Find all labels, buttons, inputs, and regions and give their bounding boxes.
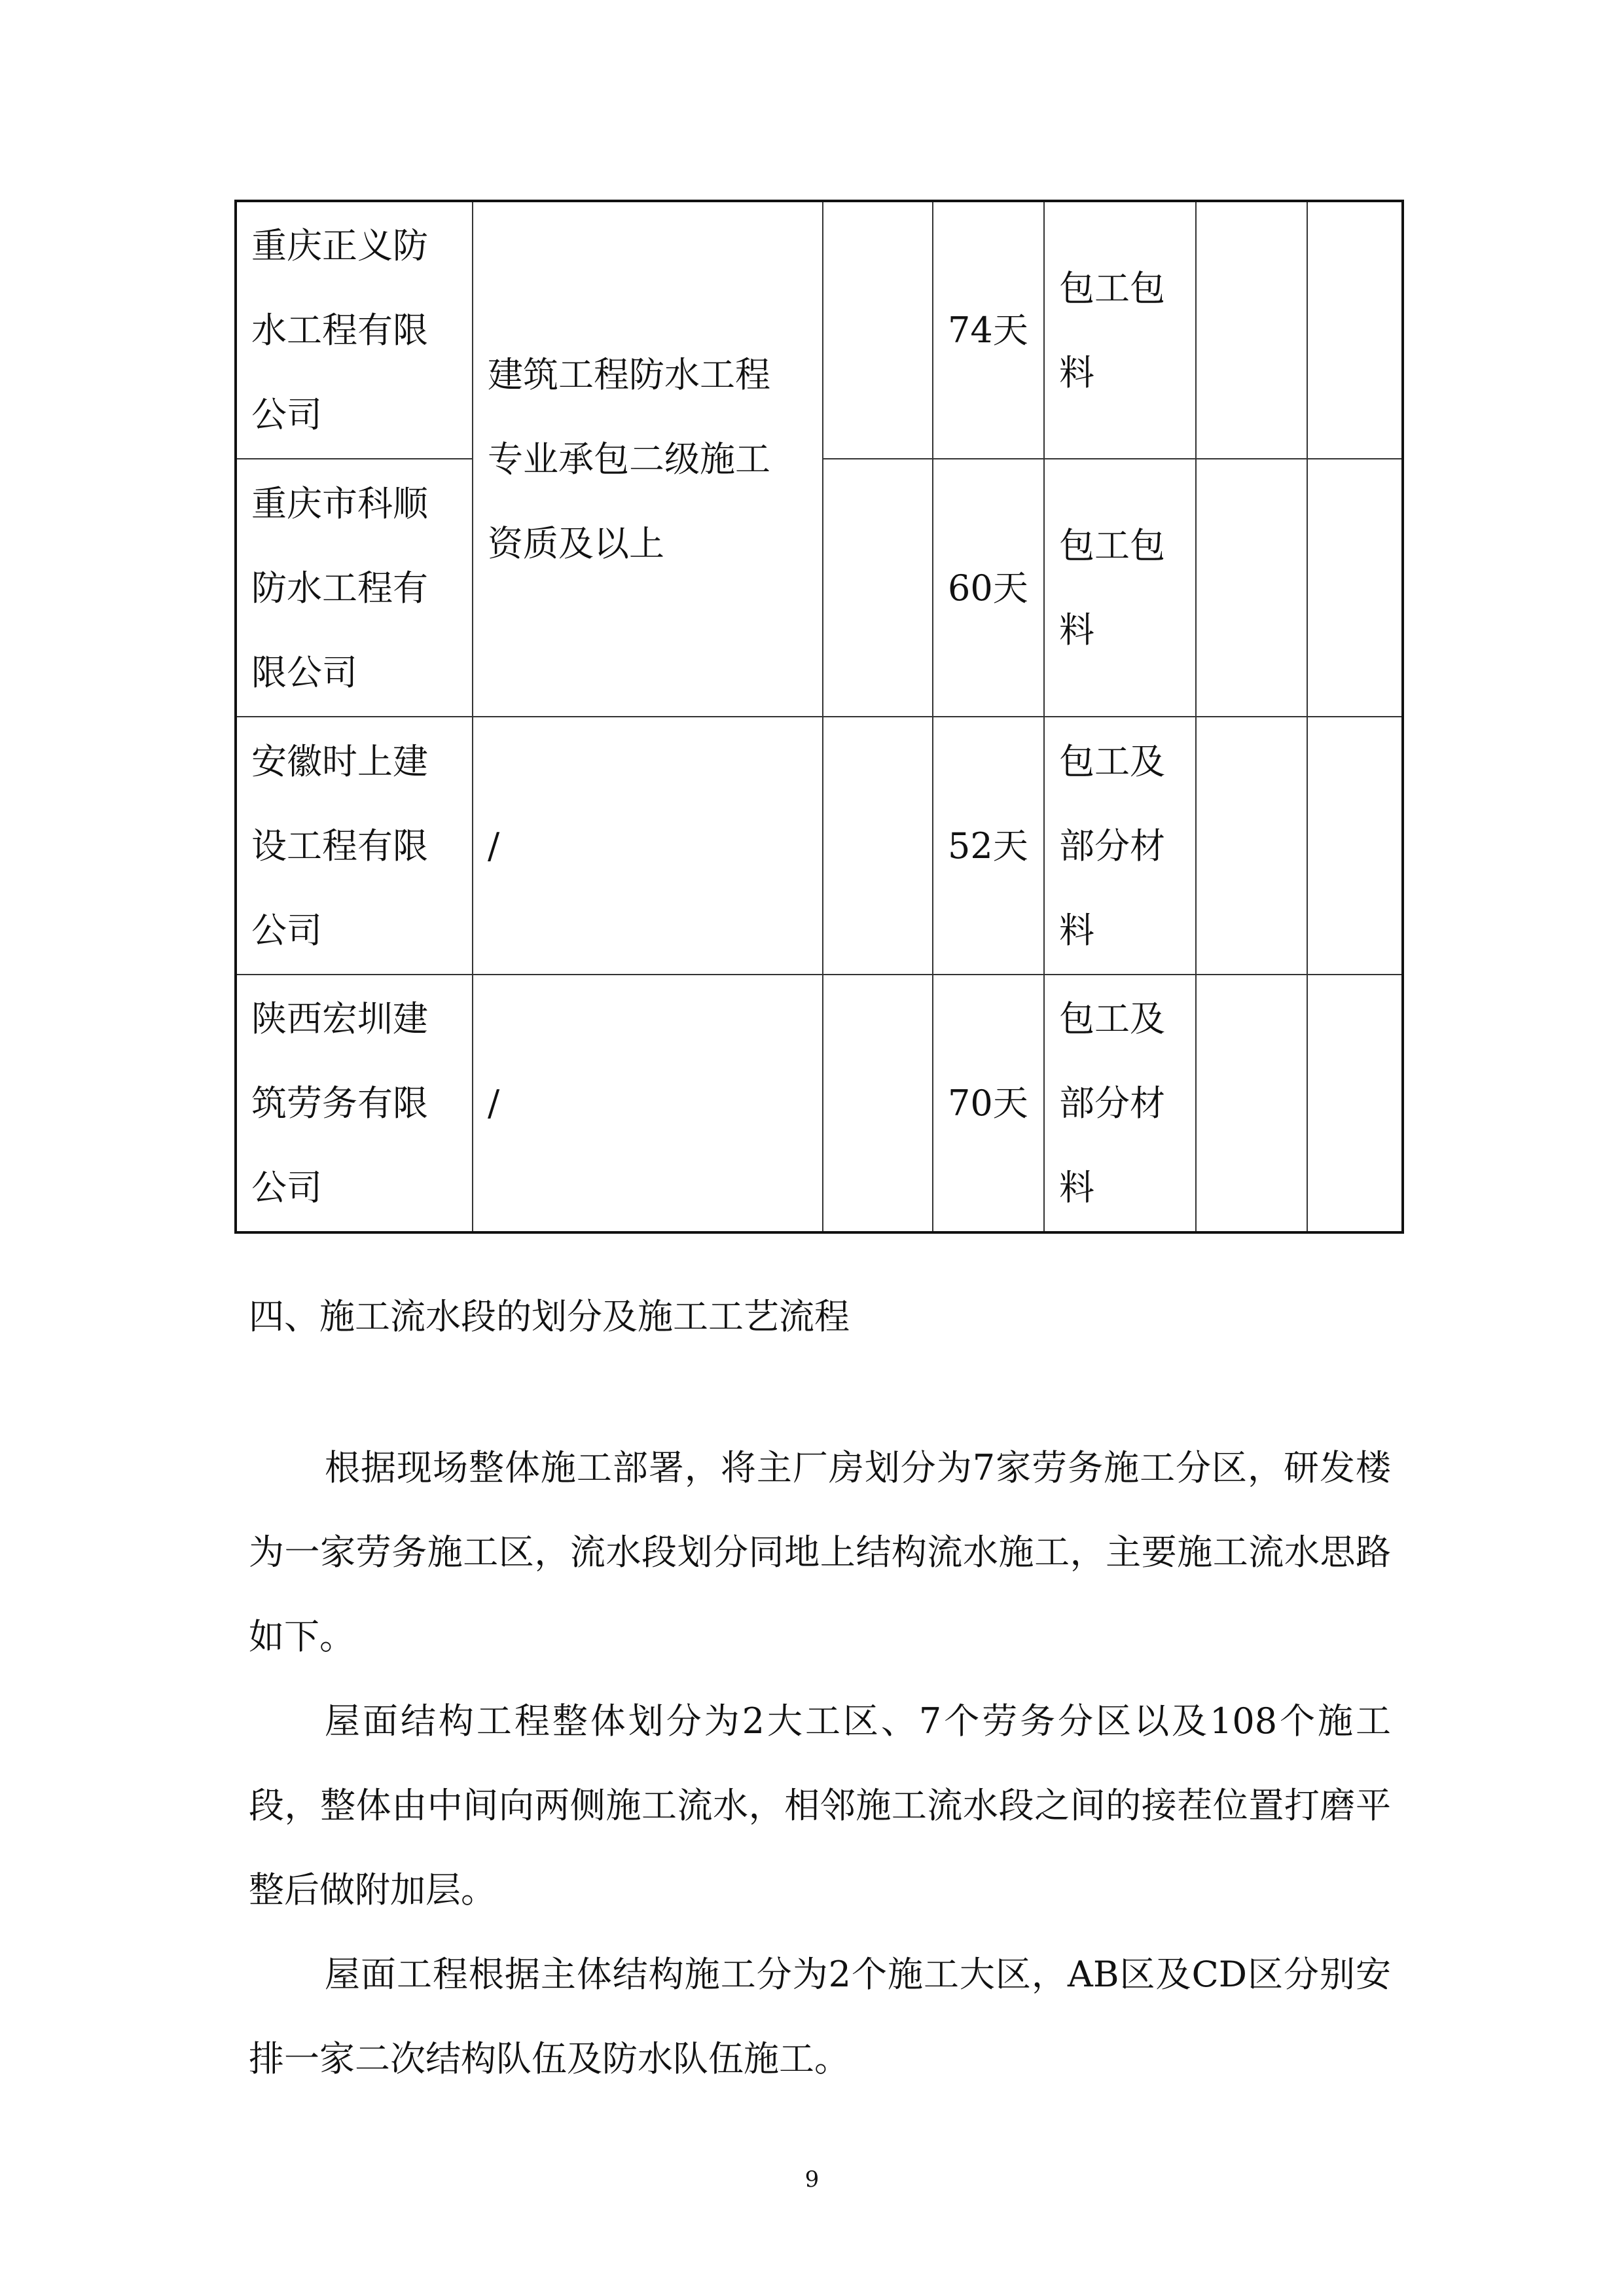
- company-name-cell: [236, 717, 473, 975]
- duration-text: 52天: [948, 825, 1028, 867]
- company-name: 重庆正义防 水工程有限 公司: [251, 225, 428, 435]
- page-number: 9: [804, 2166, 820, 2193]
- contract-mode-text: 包工及 部分材 料: [1059, 740, 1165, 951]
- empty-cell: [1307, 717, 1403, 975]
- contractor-table: [234, 200, 1404, 1234]
- duration-cell: [933, 975, 1044, 1232]
- contract-mode-text: 包工包 料: [1059, 525, 1165, 651]
- contract-mode-cell: [1044, 459, 1196, 717]
- qualification-cell: [473, 717, 823, 975]
- contract-mode-cell: [1044, 201, 1196, 459]
- empty-cell: [823, 459, 933, 717]
- qualification-text: 建筑工程防水工程 专业承包二级施工 资质及以上: [488, 354, 770, 564]
- duration-text: 60天: [948, 567, 1028, 609]
- qualification-cell: [473, 975, 823, 1232]
- contract-mode-text: 包工及 部分材 料: [1059, 998, 1165, 1208]
- empty-cell: [1196, 201, 1307, 459]
- duration-text: 74天: [948, 310, 1028, 351]
- table-row: [236, 975, 1403, 1232]
- table-row: [236, 201, 1403, 459]
- section-heading: 四、施工流水段的划分及施工工艺流程: [249, 1296, 850, 1337]
- contract-mode-cell: [1044, 975, 1196, 1232]
- empty-cell: [823, 717, 933, 975]
- duration-cell: [933, 459, 1044, 717]
- contract-mode-cell: [1044, 717, 1196, 975]
- company-name-cell: [236, 975, 473, 1232]
- empty-cell: [1196, 459, 1307, 717]
- duration-cell: [933, 717, 1044, 975]
- company-name-cell: [236, 459, 473, 717]
- company-name: 重庆市科顺 防水工程有 限公司: [251, 482, 428, 693]
- table-row: [236, 717, 1403, 975]
- duration-cell: [933, 201, 1044, 459]
- contract-mode-text: 包工包 料: [1059, 267, 1165, 393]
- empty-cell: [1307, 459, 1403, 717]
- qualification-text: /: [488, 825, 500, 867]
- empty-cell: [1307, 201, 1403, 459]
- company-name: 安徽时上建 设工程有限 公司: [251, 740, 428, 951]
- body-paragraph: 屋面工程根据主体结构施工分为2个施工大区，AB区及CD区分别安排一家二次结构队伍及防水队伍施工。: [249, 1954, 1391, 2079]
- empty-cell: [823, 975, 933, 1232]
- company-name: 陕西宏圳建 筑劳务有限 公司: [251, 998, 428, 1208]
- empty-cell: [1196, 975, 1307, 1232]
- company-name-cell: [236, 201, 473, 459]
- duration-text: 70天: [948, 1083, 1028, 1124]
- empty-cell: [823, 201, 933, 459]
- qualification-cell: [473, 201, 823, 717]
- qualification-text: /: [488, 1083, 500, 1124]
- body-paragraph: 屋面结构工程整体划分为2大工区、7个劳务分区以及108个施工段，整体由中间向两侧施工流水，相邻施工流水段之间的接茬位置打磨平整后做附加层。: [249, 1700, 1391, 1910]
- body-paragraph: 根据现场整体施工部署，将主厂房划分为7家劳务施工分区，研发楼为一家劳务施工区，流水段划分同地上结构流水施工，主要施工流水思路如下。: [249, 1447, 1391, 1657]
- empty-cell: [1196, 717, 1307, 975]
- empty-cell: [1307, 975, 1403, 1232]
